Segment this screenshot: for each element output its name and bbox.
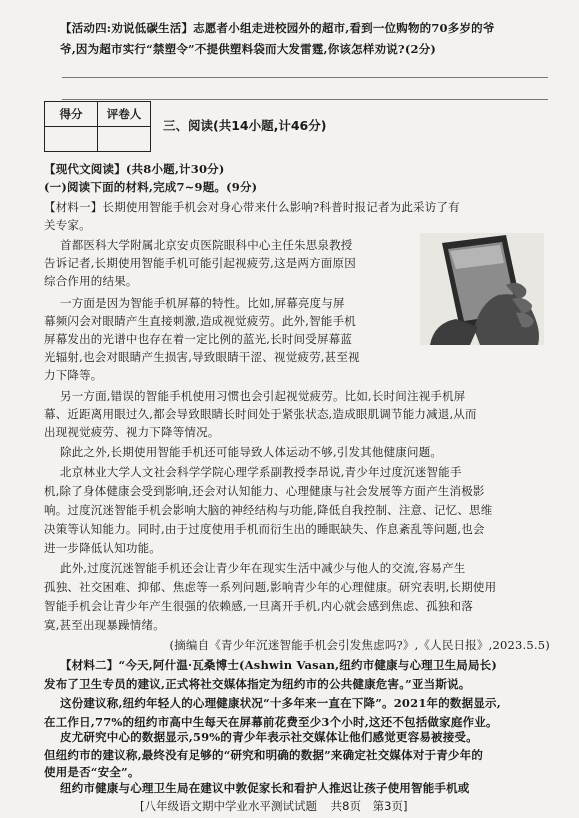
grader-cell bbox=[98, 127, 151, 152]
material1-intro-1: 【材料一】长期使用智能手机会对身心带来什么影响?科普时报记者为此采访了有 bbox=[44, 200, 460, 214]
m1-p6-l3: 智能手机会让青少年产生很强的依赖感,一旦离开手机,内心就会感到焦虑、孤独和落 bbox=[44, 599, 473, 613]
m1-p5-l2: 机,除了身体健康会受到影响,还会对认知能力、心理健康与社会发展等方面产生消极影 bbox=[44, 484, 485, 498]
material1-source: (摘编自《青少年沉迷智能手机会引发焦虑吗?》,《人民日报》,2023.5.5) bbox=[169, 638, 550, 652]
activity4-line2: 爷,因为超市实行“禁塑令”不提供塑料袋而大发雷霆,你该怎样劝说?(2分) bbox=[60, 42, 437, 56]
m2-p2-l2: 在工作日,77%的纽约市高中生每天在屏幕前花费至少3个小时,这还不包括做家庭作业。 bbox=[44, 715, 498, 729]
grader-label: 评卷人 bbox=[98, 102, 151, 127]
m1-p4-l1: 除此之外,长期使用智能手机还可能导致人体运动不够,引发其他健康问题。 bbox=[60, 445, 443, 459]
m1-p5-l4: 决策等认知能力。同时,由于过度使用手机而衍生出的睡眠缺失、作息紊乱等问题,也会 bbox=[44, 522, 485, 536]
modern-reading-heading: 【现代文阅读】(共8小题,计30分) bbox=[44, 162, 225, 176]
score-cell bbox=[45, 127, 98, 152]
answer-line-1 bbox=[62, 77, 548, 78]
footer-total: 共8页 bbox=[330, 799, 361, 813]
m1-p2-l1: 一方面是因为智能手机屏幕的特性。比如,屏幕亮度与屏 bbox=[60, 296, 345, 310]
m2-p3-l1: 皮尤研究中心的数据显示,59%的青少年表示社交媒体让他们感觉更容易被接受。 bbox=[60, 730, 478, 744]
m2-p3-l3: 使用是否“安全”。 bbox=[44, 765, 140, 779]
m1-p2-l2: 幕频闪会对眼睛产生直接刺激,造成视觉疲劳。此外,智能手机 bbox=[44, 314, 356, 328]
m1-p1-l2: 告诉记者,长期使用智能手机可能引起视疲劳,这是两方面原因 bbox=[44, 256, 356, 270]
score-table bbox=[44, 101, 151, 152]
page-footer: [八年级语文期中学业水平测试试题 共8页 第3页] bbox=[140, 799, 408, 813]
m1-p1-l1: 首都医科大学附属北京安贞医院眼科中心主任朱思泉教授 bbox=[60, 238, 353, 252]
smartphone-hand-photo bbox=[420, 233, 544, 345]
m1-p5-l3: 响。过度沉迷智能手机会影响大脑的神经结构与功能,降低自我控制、注意、记忆、思维 bbox=[44, 503, 493, 517]
score-label: 得分 bbox=[45, 102, 98, 127]
m1-p6-l2: 孤独、社交困难、抑郁、焦虑等一系列问题,影响青少年的心理健康。研究表明,长期使用 bbox=[44, 580, 497, 594]
m1-p1-l3: 综合作用的结果。 bbox=[44, 274, 138, 288]
m1-p2-l5: 力下降等。 bbox=[44, 368, 103, 382]
m2-p2-l1: 这份建议称,纽约年轻人的心理健康状况“十多年来一直在下降”。2021年的数据显示, bbox=[60, 696, 501, 710]
m2-p3-l2: 但纽约市的建议称,最终没有足够的“研究和明确的数据”来确定社交媒体对于青少年的 bbox=[44, 748, 484, 762]
section-title: 三、阅读(共14小题,计46分) bbox=[163, 118, 327, 133]
m1-p2-l4: 光辐射,也会对眼睛产生损害,导致眼睛干涩、视觉疲劳,甚至视 bbox=[44, 350, 360, 364]
m2-p1-l2: 发布了卫生专员的建议,正式将社交媒体指定为纽约市的公共健康危害。”亚当斯说。 bbox=[44, 677, 471, 691]
m1-p2-l3: 屏幕发出的光谱中也存在着一定比例的蓝光,长时间受屏幕蓝 bbox=[44, 332, 353, 346]
m2-p4-l1: 纽约市健康与心理卫生局在建议中敦促家长和看护人推迟让孩子使用智能手机或 bbox=[60, 781, 470, 795]
footer-page: 第3页 bbox=[372, 799, 403, 813]
footer-grade: 八年级语文期中学业水平测试试题 bbox=[144, 799, 317, 813]
m1-p6-l4: 寞,甚至出现暴躁情绪。 bbox=[44, 618, 165, 632]
answer-line-2 bbox=[62, 99, 548, 100]
m2-p1-l1: 【材料二】“今天,阿什温·瓦桑博士(Ashwin Vasan,纽约市健康与心理卫生局局长) bbox=[60, 658, 498, 672]
m1-p3-l1: 另一方面,错误的智能手机使用习惯也会引起视觉疲劳。比如,长时间注视手机屏 bbox=[60, 389, 466, 403]
m1-p3-l2: 幕、近距离用眼过久,都会导致眼睛长时间处于紧张状态,造成眼肌调节能力减退,从而 bbox=[44, 407, 477, 421]
activity4-line1: 【活动四:劝说低碳生活】志愿者小组走进校园外的超市,看到一位购物的70多岁的爷 bbox=[60, 21, 495, 35]
m1-p5-l5: 进一步降低认知功能。 bbox=[44, 541, 161, 555]
m1-p5-l1: 北京林业大学人文社会科学学院心理学系副教授李昂说,青少年过度沉迷智能手 bbox=[60, 465, 462, 479]
material1-intro-2: 关专家。 bbox=[44, 218, 91, 232]
m1-p3-l3: 出现视觉疲劳、视力下降等情况。 bbox=[44, 425, 220, 439]
part1-heading: (一)阅读下面的材料,完成7~9题。(9分) bbox=[44, 180, 258, 194]
m1-p6-l1: 此外,过度沉迷智能手机还会让青少年在现实生活中减少与他人的交流,容易产生 bbox=[60, 561, 466, 575]
